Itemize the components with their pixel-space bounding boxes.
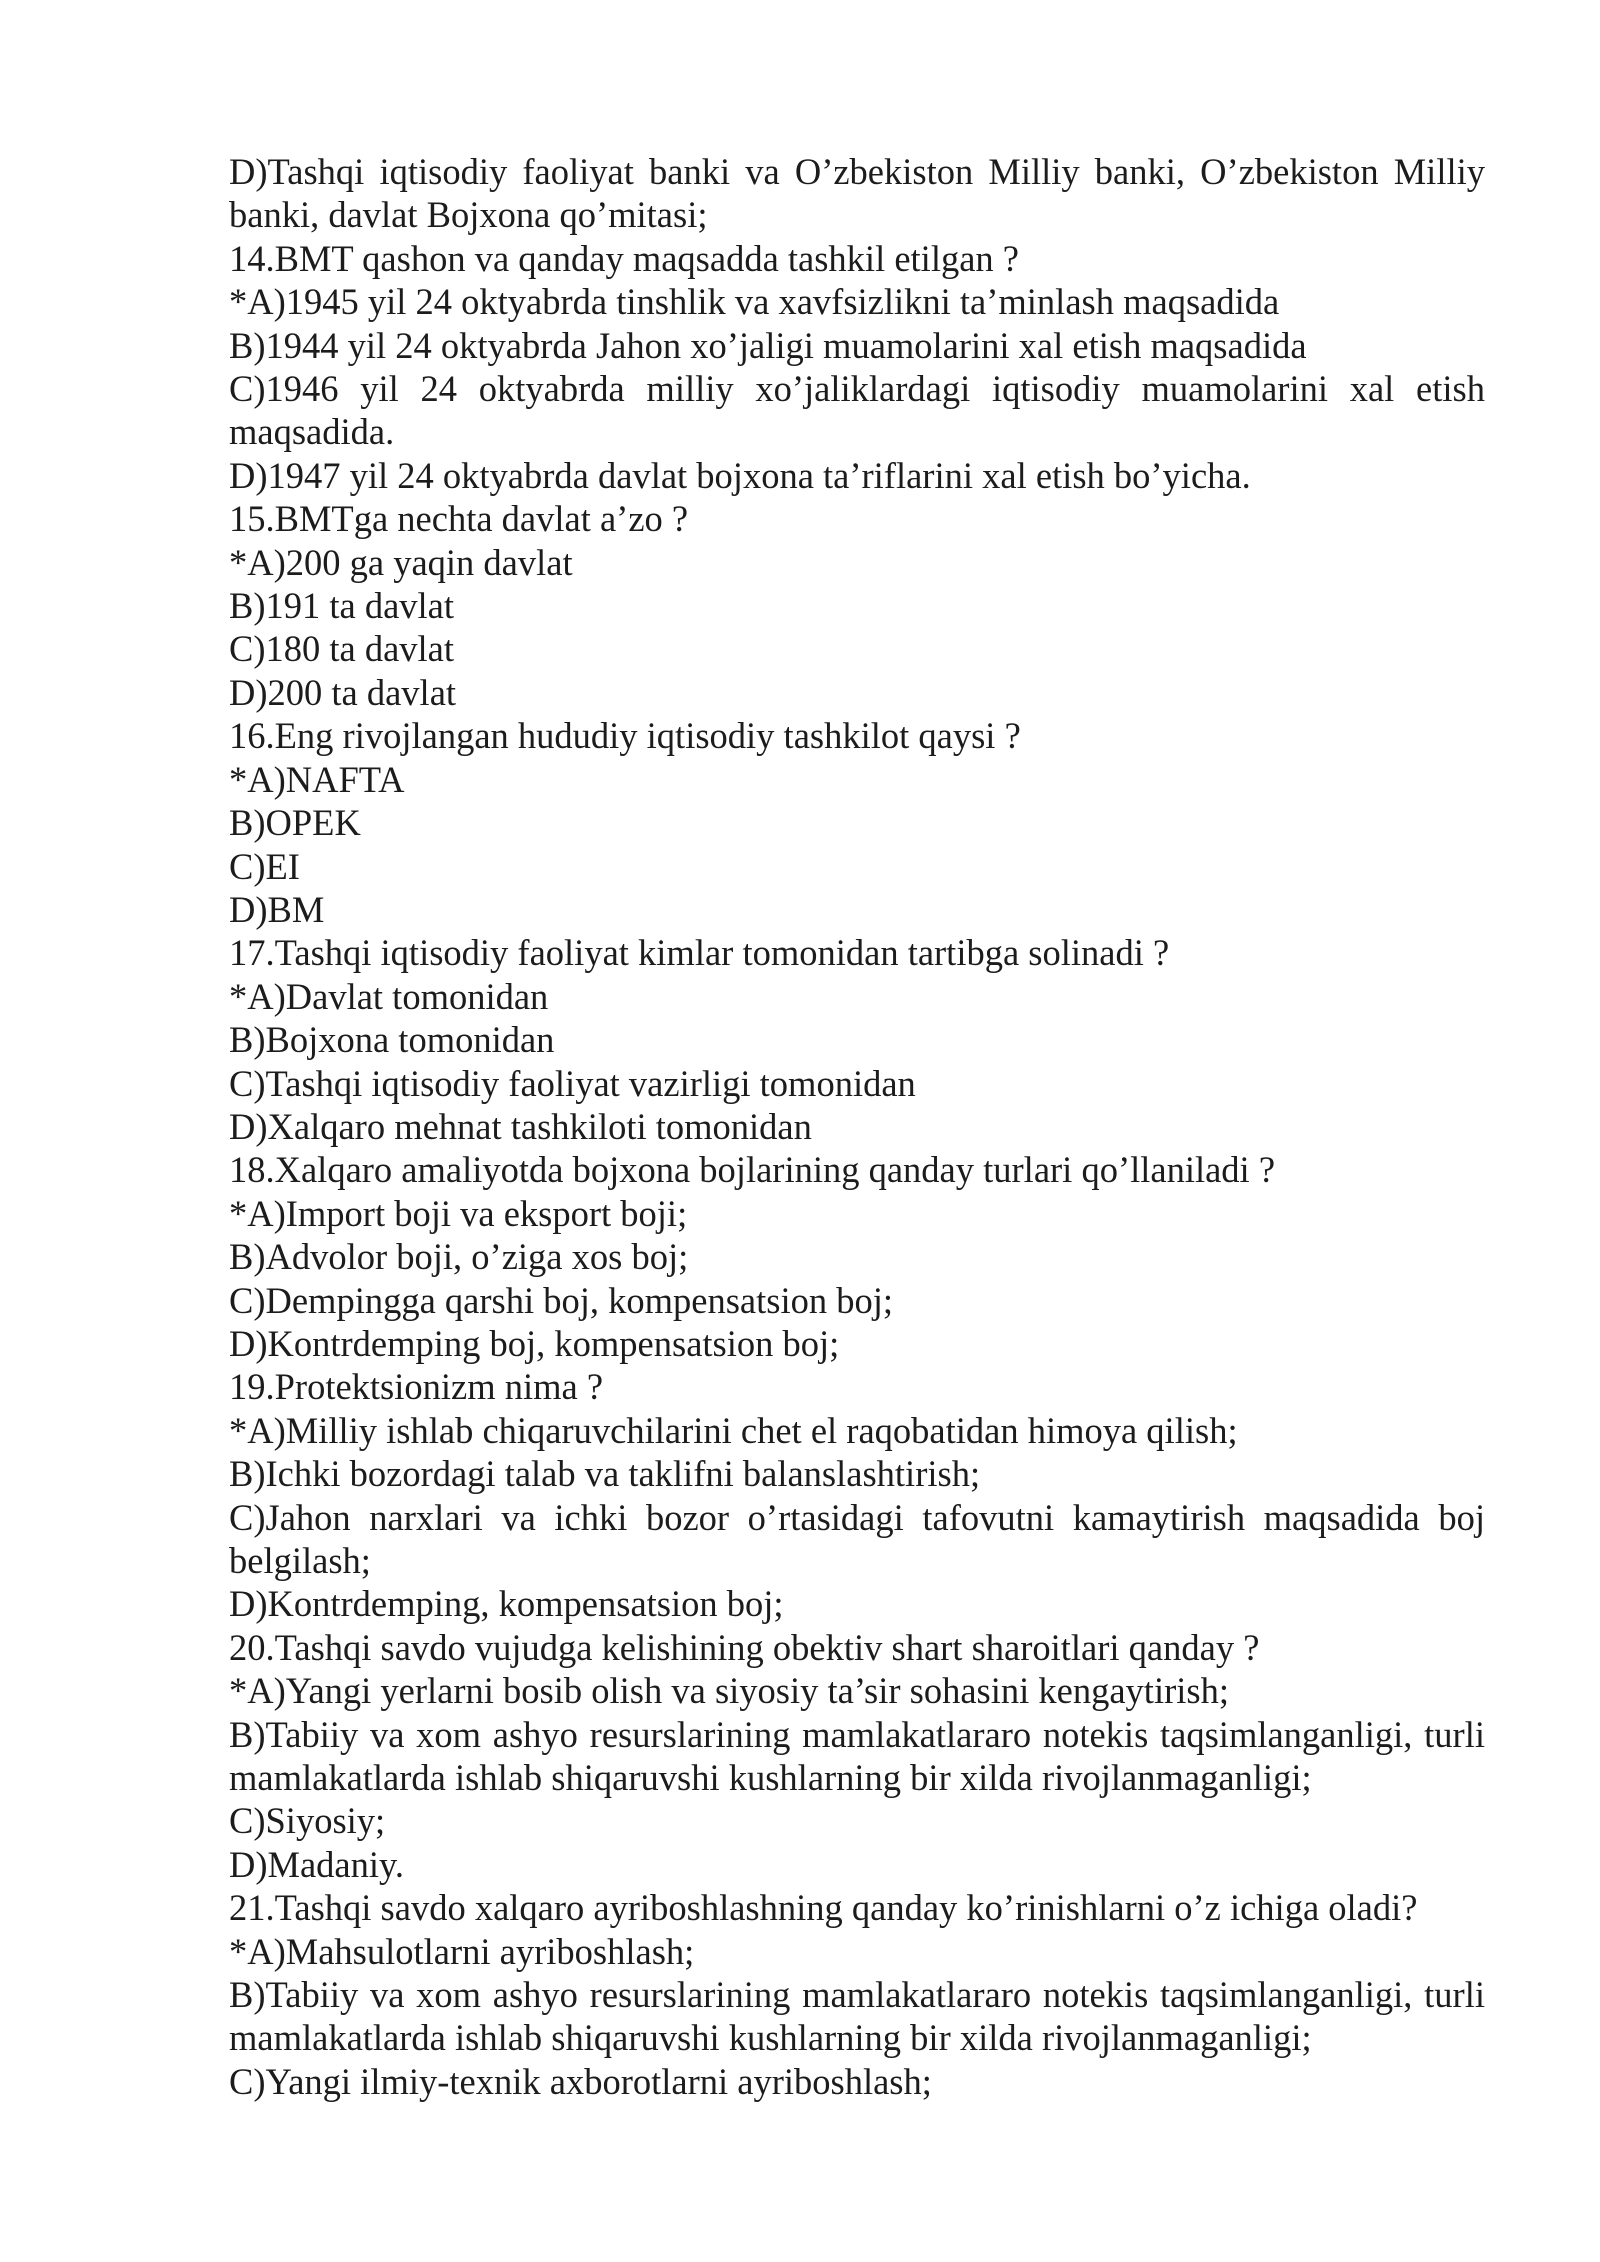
answer-option: B)191 ta davlat (229, 585, 455, 627)
answer-option: B)Tabiiy va xom ashyo resurslarining mamlakatlararo notekis taqsimlanganligi, turli mamlakatlarda ishlab shiqaruvshi kushlarning bir xilda rivojlanmaganligi; (229, 1713, 1485, 1799)
answer-option: *A)Davlat tomonidan (229, 975, 549, 1017)
answer-option: C)180 ta davlat (229, 628, 455, 670)
answer-option: C)Siyosiy; (229, 1800, 386, 1842)
answer-option: D)Xalqaro mehnat tashkiloti tomonidan (229, 1105, 812, 1147)
question-20 (229, 1626, 1485, 1886)
question-21 (229, 1886, 1485, 2103)
answer-option: D)Madaniy. (229, 1843, 405, 1885)
question-title: 17.Tashqi iqtisodiy faoliyat kimlar tomonidan tartibga solinadi ? (229, 932, 1170, 974)
question-15 (229, 497, 1485, 714)
question-18 (229, 1148, 1485, 1365)
question-16 (229, 714, 1485, 931)
answer-option: *A)NAFTA (229, 758, 405, 800)
document-body (229, 150, 1485, 2103)
answer-option: C)Tashqi iqtisodiy faoliyat vazirligi tomonidan (229, 1062, 916, 1104)
question-title: 18.Xalqaro amaliyotda bojxona bojlarining qanday turlari qo’llaniladi ? (229, 1149, 1276, 1191)
question-title: 20.Tashqi savdo vujudga kelishining obektiv shart sharoitlari qanday ? (229, 1626, 1260, 1668)
answer-option: B)Advolor boji, o’ziga xos boj; (229, 1236, 689, 1278)
answer-option: *A)Mahsulotlarni ayriboshlash; (229, 1930, 695, 1972)
answer-option: *A)Yangi yerlarni bosib olish va siyosiy ta’sir sohasini kengaytirish; (229, 1670, 1229, 1712)
answer-option: B)Bojxona tomonidan (229, 1019, 555, 1061)
answer-option: D)1947 yil 24 oktyabrda davlat bojxona ta’riflarini xal etish bo’yicha. (229, 454, 1251, 496)
question-title: 14.BMT qashon va qanday maqsadda tashkil etilgan ? (229, 237, 1019, 279)
carryover-option: D)Tashqi iqtisodiy faoliyat banki va O’zbekiston Milliy banki, O’zbekiston Milliy banki, davlat Bojxona qo’mitasi; (229, 151, 1485, 236)
answer-option: *A)1945 yil 24 oktyabrda tinshlik va xavfsizlikni ta’minlash maqsadida (229, 281, 1280, 323)
question-19 (229, 1365, 1485, 1625)
answer-option: *A)Import boji va eksport boji; (229, 1192, 688, 1234)
answer-option: C)Jahon narxlari va ichki bozor o’rtasidagi tafovutni kamaytirish maqsadida boj belgilash; (229, 1496, 1485, 1581)
question-title: 16.Eng rivojlangan hududiy iqtisodiy tashkilot qaysi ? (229, 715, 1021, 757)
answer-option: C)EI (229, 845, 300, 887)
answer-option: C)Dempingga qarshi boj, kompensatsion boj; (229, 1279, 894, 1321)
answer-option: B)OPEK (229, 802, 361, 844)
question-title: 21.Tashqi savdo xalqaro ayriboshlashning qanday ko’rinishlarni o’z ichiga oladi? (229, 1887, 1418, 1929)
answer-option: D)Kontrdemping, kompensatsion boj; (229, 1583, 784, 1625)
answer-option: D)200 ta davlat (229, 671, 457, 713)
answer-option: D)BM (229, 888, 325, 930)
question-14 (229, 237, 1485, 497)
answer-option: C)Yangi ilmiy-texnik axborotlarni ayriboshlash; (229, 2060, 932, 2102)
question-17 (229, 931, 1485, 1148)
answer-option: B)Ichki bozordagi talab va taklifni balanslashtirish; (229, 1453, 981, 1495)
answer-option: *A)200 ga yaqin davlat (229, 541, 573, 583)
answer-option: B)Tabiiy va xom ashyo resurslarining mamlakatlararo notekis taqsimlanganligi, turli mamlakatlarda ishlab shiqaruvshi kushlarning bir xilda rivojlanmaganligi; (229, 1974, 1485, 2059)
answer-option: B)1944 yil 24 oktyabrda Jahon xo’jaligi muamolarini xal etish maqsadida (229, 324, 1307, 366)
answer-option: D)Kontrdemping boj, kompensatsion boj; (229, 1322, 840, 1364)
question-title: 15.BMTga nechta davlat a’zo ? (229, 498, 689, 540)
question-title: 19.Protektsionizm nima ? (229, 1366, 604, 1408)
answer-option: C)1946 yil 24 oktyabrda milliy xo’jaliklardagi iqtisodiy muamolarini xal etish maqsadida. (229, 368, 1485, 453)
answer-option: *A)Milliy ishlab chiqaruvchilarini chet el raqobatidan himoya qilish; (229, 1409, 1238, 1451)
